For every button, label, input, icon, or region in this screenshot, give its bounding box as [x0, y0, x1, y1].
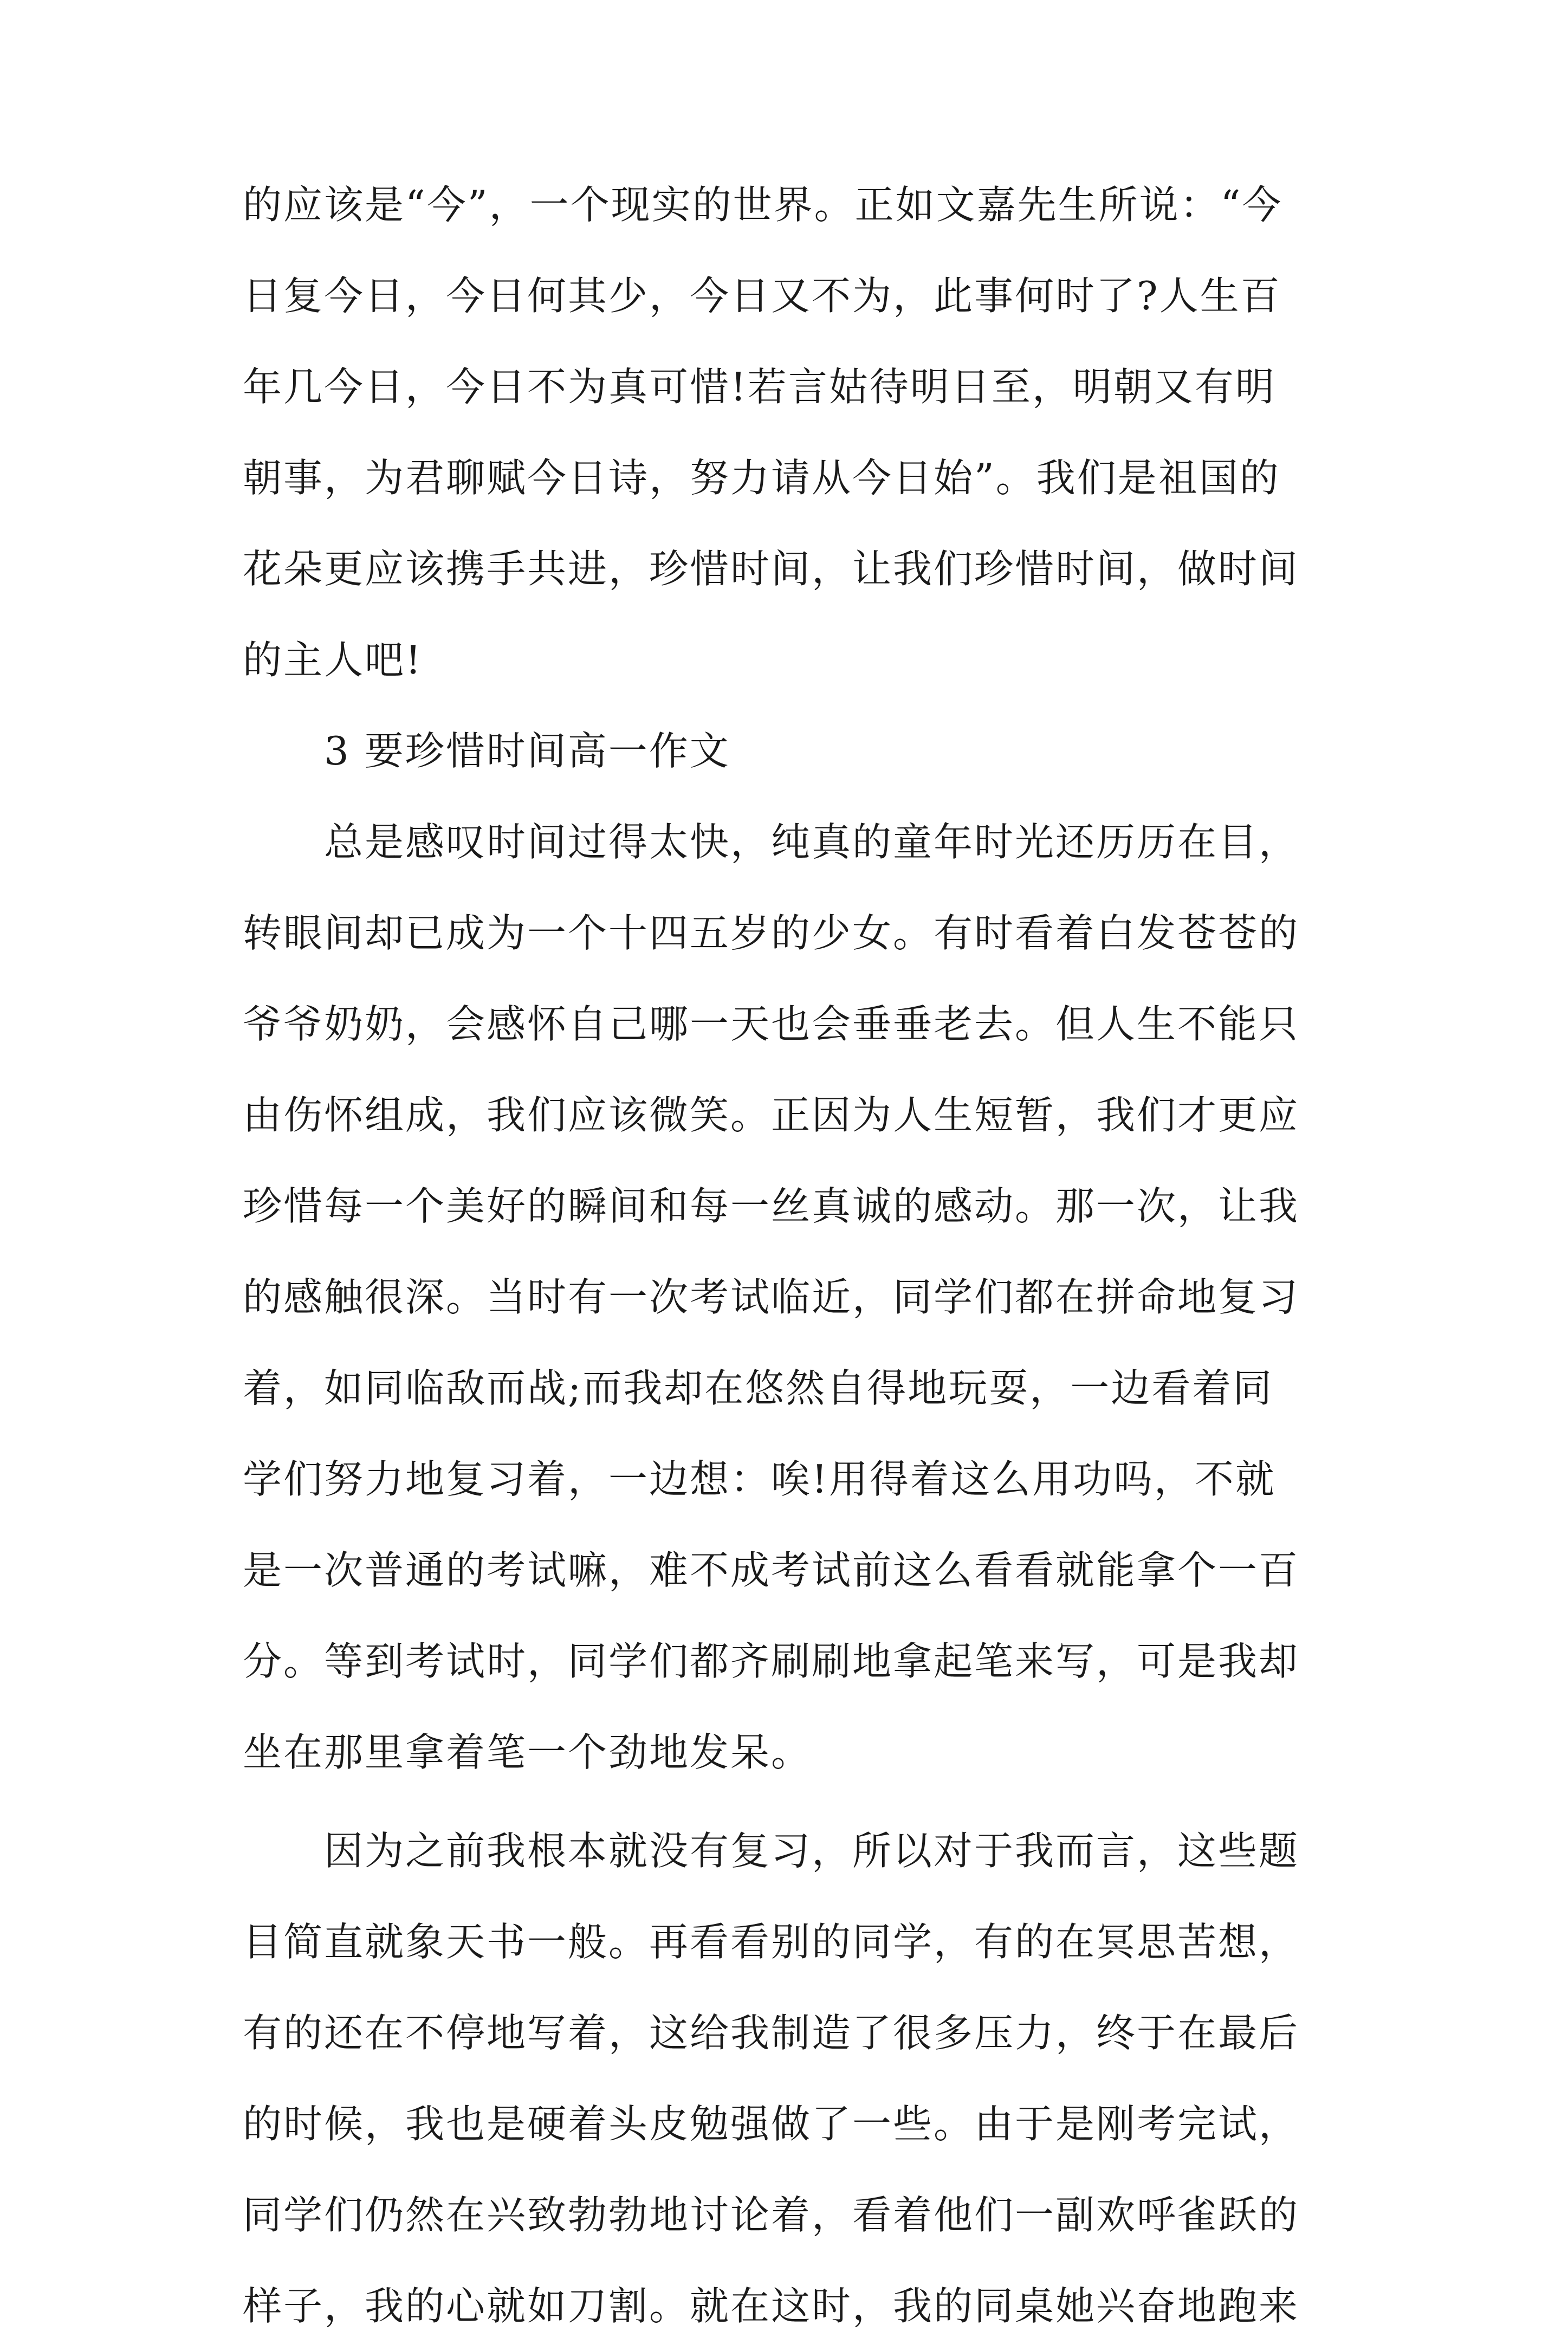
paragraph-2-line-11: 坐在那里拿着笔一个劲地发呆。	[243, 1729, 812, 1775]
paragraph-2-line-8: 学们努力地复习着，一边想：唉!用得着这么用功吗，不就	[243, 1456, 1276, 1502]
paragraph-2-line-5: 珍惜每一个美好的瞬间和每一丝真诚的感动。那一次，让我	[243, 1183, 1300, 1229]
section-heading: 3 要珍惜时间高一作文	[324, 728, 730, 774]
paragraph-2-line-10: 分。等到考试时，同学们都齐刷刷地拿起笔来写，可是我却	[243, 1638, 1300, 1684]
paragraph-3-line-6: 样子，我的心就如刀割。就在这时，我的同桌她兴奋地跑来	[243, 2283, 1300, 2329]
paragraph-3-line-1: 因为之前我根本就没有复习，所以对于我而言，这些题	[324, 1828, 1300, 1874]
paragraph-3-line-2: 目简直就象天书一般。再看看别的同学，有的在冥思苦想，	[243, 1919, 1300, 1965]
paragraph-2-line-1: 总是感叹时间过得太快，纯真的童年时光还历历在目，	[324, 819, 1300, 865]
paragraph-1-line-1: 的应该是“今”，一个现实的世界。正如文嘉先生所说：“今	[243, 182, 1283, 228]
paragraph-3-line-5: 同学们仍然在兴致勃勃地讨论着，看着他们一副欢呼雀跃的	[243, 2192, 1300, 2238]
paragraph-1-line-2: 日复今日，今日何其少，今日又不为，此事何时了?人生百	[243, 273, 1281, 319]
paragraph-1-line-3: 年几今日，今日不为真可惜!若言姑待明日至，明朝又有明	[243, 364, 1276, 410]
paragraph-2-line-9: 是一次普通的考试嘛，难不成考试前这么看看就能拿个一百	[243, 1547, 1300, 1593]
paragraph-2-line-7: 着，如同临敌而战;而我却在悠然自得地玩耍，一边看着同	[243, 1365, 1274, 1411]
paragraph-3-line-4: 的时候，我也是硬着头皮勉强做了一些。由于是刚考完试，	[243, 2101, 1300, 2147]
paragraph-2-line-4: 由伤怀组成，我们应该微笑。正因为人生短暂，我们才更应	[243, 1092, 1300, 1138]
paragraph-1-line-5: 花朵更应该携手共进，珍惜时间，让我们珍惜时间，做时间	[243, 546, 1300, 592]
paragraph-2-line-2: 转眼间却已成为一个十四五岁的少女。有时看着白发苍苍的	[243, 910, 1300, 956]
paragraph-2-line-6: 的感触很深。当时有一次考试临近，同学们都在拼命地复习	[243, 1274, 1300, 1320]
paragraph-1-line-6: 的主人吧!	[243, 637, 423, 683]
paragraph-3-line-3: 有的还在不停地写着，这给我制造了很多压力，终于在最后	[243, 2010, 1300, 2056]
paragraph-2-line-3: 爷爷奶奶，会感怀自己哪一天也会垂垂老去。但人生不能只	[243, 1001, 1300, 1047]
paragraph-1-line-4: 朝事，为君聊赋今日诗，努力请从今日始”。我们是祖国的	[243, 455, 1280, 501]
